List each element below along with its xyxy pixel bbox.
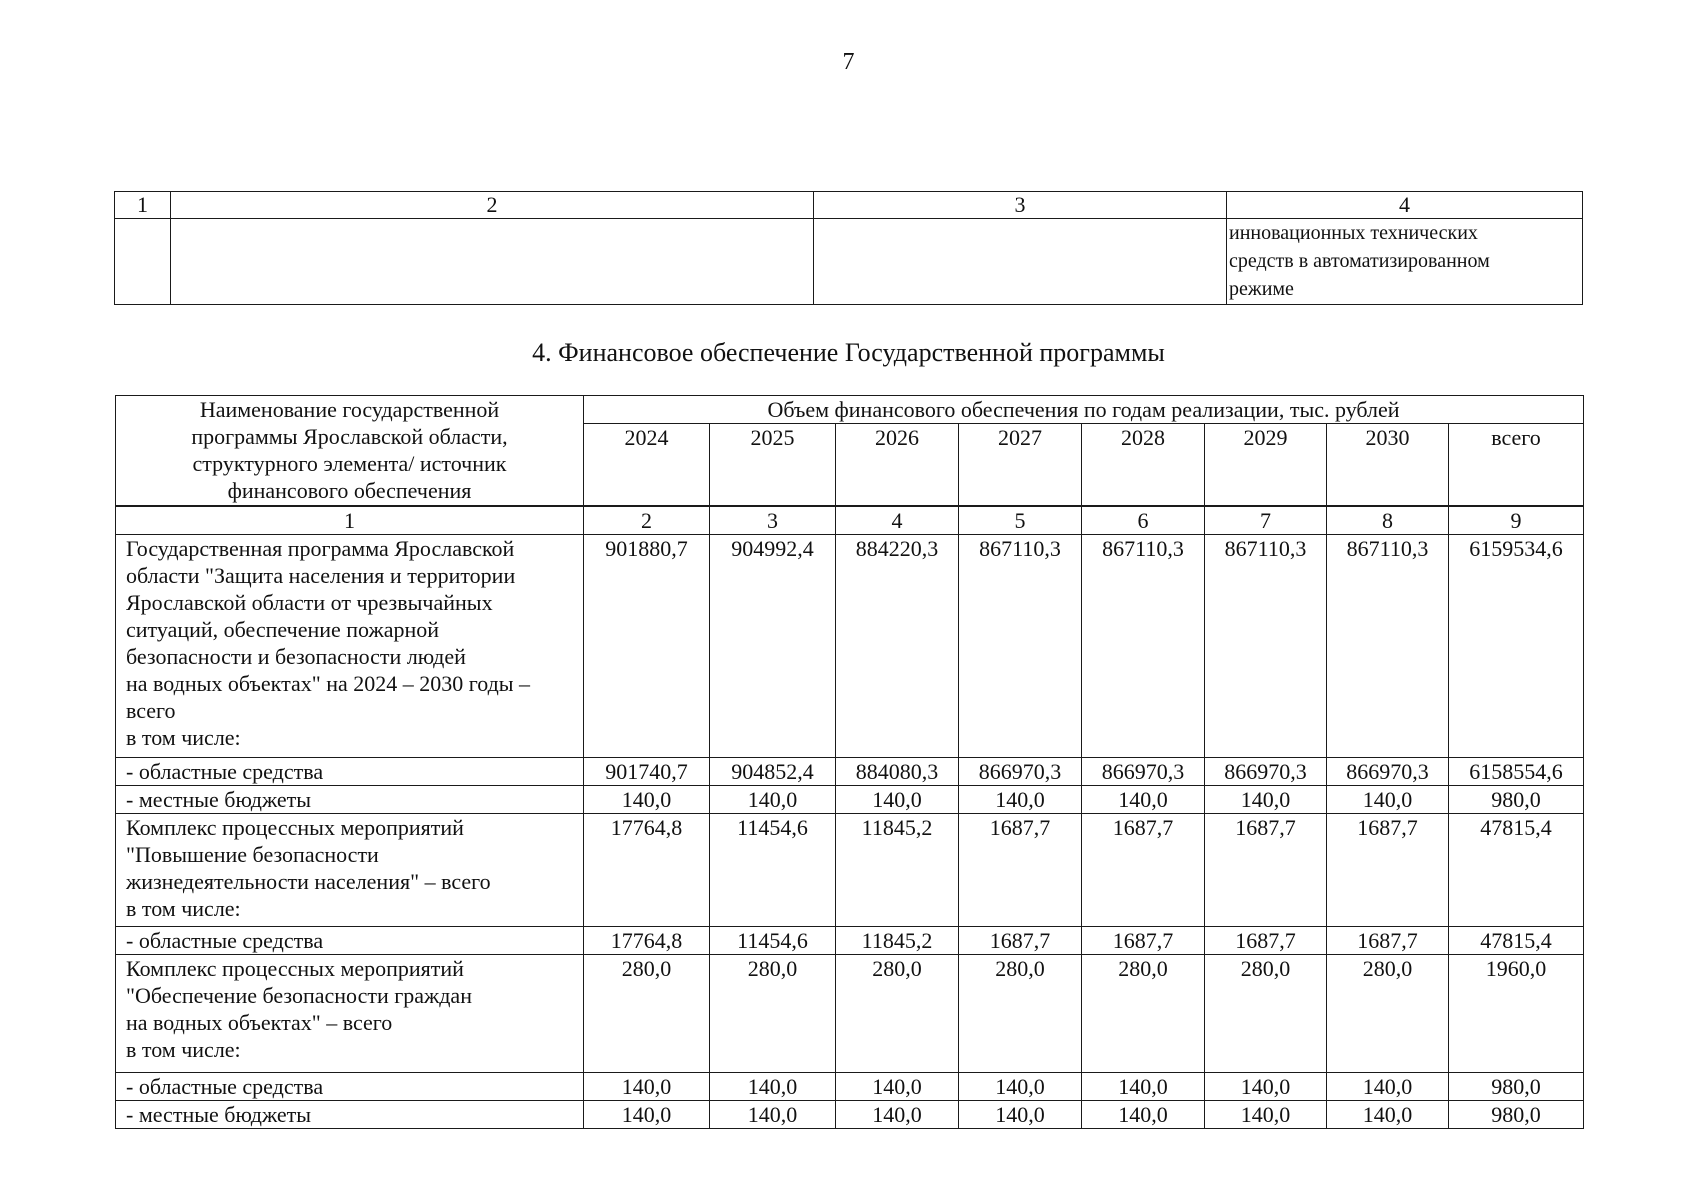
- value-cell: 280,0: [1082, 955, 1205, 1073]
- column-number: 1: [116, 506, 584, 535]
- cell-col4: [1227, 219, 1583, 305]
- page-number: 7: [842, 49, 855, 75]
- column-number: 4: [836, 506, 959, 535]
- value-cell: 884080,3: [836, 758, 959, 786]
- total-cell: 47815,4: [1449, 927, 1584, 955]
- column-number: 3: [814, 192, 1227, 219]
- total-header: всего: [1449, 424, 1584, 507]
- value-cell: 901880,7: [584, 535, 710, 758]
- value-cell: 280,0: [959, 955, 1082, 1073]
- value-cell: 280,0: [584, 955, 710, 1073]
- value-cell: 867110,3: [959, 535, 1082, 758]
- header-line: финансового обеспечения: [227, 478, 472, 503]
- header-line: Наименование государственной: [199, 397, 500, 422]
- value-cell: 140,0: [1082, 1073, 1205, 1101]
- value-cell: 17764,8: [584, 814, 710, 927]
- value-cell: 867110,3: [1205, 535, 1327, 758]
- column-number: 5: [959, 506, 1082, 535]
- continuation-table: [114, 191, 1583, 305]
- value-cell: 11845,2: [836, 814, 959, 927]
- year-header: 2028: [1082, 424, 1205, 507]
- row-name: - местные бюджеты: [116, 1101, 584, 1129]
- year-header: 2026: [836, 424, 959, 507]
- table-row-local-budgets: [116, 1101, 1584, 1129]
- year-header: 2025: [710, 424, 836, 507]
- value-cell: 140,0: [836, 1073, 959, 1101]
- text-line: режиме: [1229, 278, 1294, 300]
- value-cell: 866970,3: [1327, 758, 1449, 786]
- value-cell: 140,0: [836, 1101, 959, 1129]
- value-cell: 866970,3: [1205, 758, 1327, 786]
- value-cell: 280,0: [710, 955, 836, 1073]
- volume-header: Объем финансового обеспечения по годам реализации, тыс. рублей: [584, 396, 1584, 424]
- table-row-program-total: [116, 535, 1584, 758]
- value-cell: 904852,4: [710, 758, 836, 786]
- value-cell: 11845,2: [836, 927, 959, 955]
- value-cell: 140,0: [959, 1101, 1082, 1129]
- value-cell: 280,0: [1327, 955, 1449, 1073]
- value-cell: 866970,3: [1082, 758, 1205, 786]
- value-cell: 867110,3: [1327, 535, 1449, 758]
- year-header: 2030: [1327, 424, 1449, 507]
- value-cell: 904992,4: [710, 535, 836, 758]
- value-cell: 17764,8: [584, 927, 710, 955]
- text-line: жизнедеятельности населения" – всего: [126, 869, 491, 894]
- value-cell: 140,0: [959, 1073, 1082, 1101]
- column-number: 3: [710, 506, 836, 535]
- text-line: Ярославской области от чрезвычайных: [126, 590, 493, 615]
- text-line: в том числе:: [126, 896, 241, 921]
- value-cell: 140,0: [584, 1101, 710, 1129]
- total-cell: 980,0: [1449, 1073, 1584, 1101]
- text-line: Комплекс процессных мероприятий: [126, 956, 464, 981]
- row-name: - областные средства: [116, 1073, 584, 1101]
- column-number: 1: [115, 192, 171, 219]
- text-line: "Обеспечение безопасности граждан: [126, 983, 472, 1008]
- value-cell: 866970,3: [959, 758, 1082, 786]
- column-number: 7: [1205, 506, 1327, 535]
- year-header: 2027: [959, 424, 1082, 507]
- column-number: 2: [171, 192, 814, 219]
- text-line: области "Защита населения и территории: [126, 563, 516, 588]
- column-number: 9: [1449, 506, 1584, 535]
- text-line: всего: [126, 698, 176, 723]
- value-cell: 1687,7: [1082, 927, 1205, 955]
- value-cell: 901740,7: [584, 758, 710, 786]
- value-cell: 1687,7: [1205, 927, 1327, 955]
- value-cell: 140,0: [1082, 1101, 1205, 1129]
- text-line: безопасности и безопасности людей: [126, 644, 466, 669]
- value-cell: 1687,7: [959, 927, 1082, 955]
- value-cell: 11454,6: [710, 814, 836, 927]
- value-cell: 140,0: [836, 786, 959, 814]
- value-cell: 140,0: [1082, 786, 1205, 814]
- table-row-regional-funds: [116, 1073, 1584, 1101]
- text-line: ситуаций, обеспечение пожарной: [126, 617, 440, 642]
- year-header: 2029: [1205, 424, 1327, 507]
- value-cell: 884220,3: [836, 535, 959, 758]
- header-line: структурного элемента/ источник: [192, 451, 507, 476]
- value-cell: 140,0: [1205, 1101, 1327, 1129]
- table-row-local-budgets: [116, 786, 1584, 814]
- column-number: 8: [1327, 506, 1449, 535]
- header-row: [116, 396, 1584, 424]
- text-line: в том числе:: [126, 1037, 241, 1062]
- total-cell: 980,0: [1449, 1101, 1584, 1129]
- value-cell: 867110,3: [1082, 535, 1205, 758]
- total-cell: 6158554,6: [1449, 758, 1584, 786]
- value-cell: 140,0: [710, 786, 836, 814]
- value-cell: 140,0: [959, 786, 1082, 814]
- value-cell: 280,0: [836, 955, 959, 1073]
- text-line: средств в автоматизированном: [1229, 250, 1490, 272]
- value-cell: 140,0: [1205, 1073, 1327, 1101]
- column-number: 6: [1082, 506, 1205, 535]
- row-name: [116, 814, 584, 927]
- section-title: 4. Финансовое обеспечение Государственной программы: [532, 338, 1165, 367]
- row-name: - областные средства: [116, 927, 584, 955]
- value-cell: 280,0: [1205, 955, 1327, 1073]
- total-cell: 980,0: [1449, 786, 1584, 814]
- table-row-complex-safety: [116, 814, 1584, 927]
- total-cell: 1960,0: [1449, 955, 1584, 1073]
- cell-col3: [814, 219, 1227, 305]
- value-cell: 1687,7: [1205, 814, 1327, 927]
- text-line: на водных объектах" – всего: [126, 1010, 393, 1035]
- value-cell: 140,0: [1327, 1101, 1449, 1129]
- finance-table: [115, 395, 1584, 1129]
- value-cell: 11454,6: [710, 927, 836, 955]
- value-cell: 140,0: [710, 1073, 836, 1101]
- text-line: "Повышение безопасности: [126, 842, 379, 867]
- value-cell: 140,0: [1327, 1073, 1449, 1101]
- text-line: в том числе:: [126, 725, 241, 750]
- cell-col1: [115, 219, 171, 305]
- text-line: Государственная программа Ярославской: [126, 536, 515, 561]
- text-line: на водных объектах" на 2024 – 2030 годы –: [126, 671, 531, 696]
- row-name: - местные бюджеты: [116, 786, 584, 814]
- value-cell: 140,0: [1327, 786, 1449, 814]
- value-cell: 140,0: [1205, 786, 1327, 814]
- value-cell: 140,0: [710, 1101, 836, 1129]
- column-number-row: [115, 192, 1583, 219]
- value-cell: 1687,7: [959, 814, 1082, 927]
- value-cell: 140,0: [584, 786, 710, 814]
- table-row: [115, 219, 1583, 305]
- value-cell: 1687,7: [1327, 927, 1449, 955]
- table-row-regional-funds: [116, 927, 1584, 955]
- value-cell: 1687,7: [1082, 814, 1205, 927]
- text-line: инновационных технических: [1229, 222, 1478, 244]
- name-column-header: [116, 396, 584, 507]
- cell-col2: [171, 219, 814, 305]
- row-name: [116, 535, 584, 758]
- text-line: Комплекс процессных мероприятий: [126, 815, 464, 840]
- total-cell: 6159534,6: [1449, 535, 1584, 758]
- value-cell: 1687,7: [1327, 814, 1449, 927]
- year-header: 2024: [584, 424, 710, 507]
- column-number-row: [116, 506, 1584, 535]
- table-row-regional-funds: [116, 758, 1584, 786]
- table-row-complex-water: [116, 955, 1584, 1073]
- total-cell: 47815,4: [1449, 814, 1584, 927]
- column-number: 4: [1227, 192, 1583, 219]
- row-name: [116, 955, 584, 1073]
- header-line: программы Ярославской области,: [191, 424, 508, 449]
- value-cell: 140,0: [584, 1073, 710, 1101]
- row-name: - областные средства: [116, 758, 584, 786]
- column-number: 2: [584, 506, 710, 535]
